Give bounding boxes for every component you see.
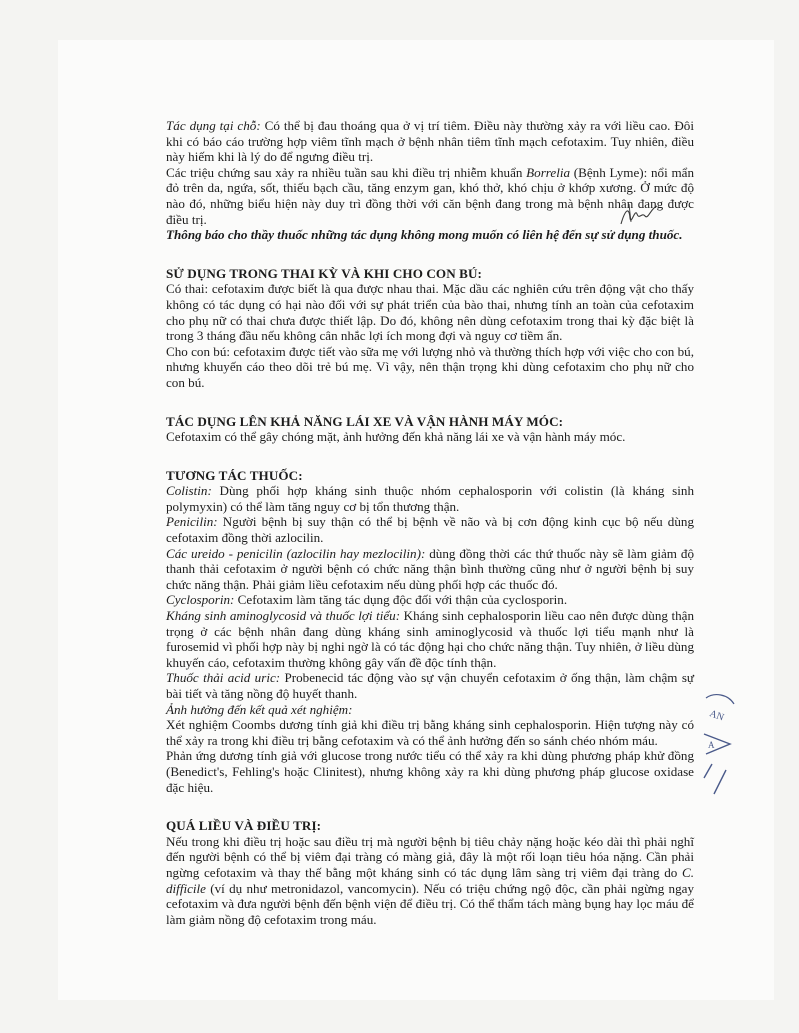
colistin-text: Dùng phối hợp kháng sinh thuộc nhóm cephalosporin với colistin (là kháng sinh polymyxin) có thể làm tăng nguy cơ bị tổn thương thận. [166, 483, 694, 514]
lab-glucose-text: Phản ứng dương tính giả với glucose trong nước tiểu có thể xảy ra khi dùng phương pháp khử đồng (Benedict's, Fehling's hoặc Clinitest), nhưng không xảy ra khi dùng phương pháp glucose oxidase đặc hiệu. [166, 748, 694, 795]
lyme-text-start: Các triệu chứng sau xảy ra nhiều tuần sau khi điều trị nhiễm khuẩn [166, 164, 527, 180]
pregnancy-heading: SỬ DỤNG TRONG THAI KỲ VÀ KHI CHO CON BÚ: [166, 265, 482, 281]
lyme-side-effects [166, 165, 694, 227]
ureido-label: Các ureido - penicilin (azlocilin hay mezlocilin): [166, 545, 426, 561]
local-side-effects [166, 118, 694, 165]
penicilin-label: Penicilin: [166, 514, 218, 530]
overdose-text [166, 834, 694, 928]
colistin-label: Colistin: [166, 483, 212, 499]
driving-text: Cefotaxim có thể gây chóng mặt, ảnh hưởng đến khả năng lái xe và vận hành máy móc. [166, 429, 626, 445]
interaction-colistin [166, 483, 694, 514]
svg-text:A: A [708, 740, 715, 750]
uric-label: Thuốc thải acid uric: [166, 670, 281, 686]
lab-coombs-text: Xét nghiệm Coombs dương tính giả khi điều trị bằng kháng sinh cephalosporin. Hiện tượng này có thể xảy ra trong khi điều trị bằng cefotaxim và có thể ảnh hưởng đến so sánh chéo nhóm máu. [166, 717, 694, 748]
local-side-effects-label: Tác dụng tại chỗ: [166, 118, 261, 133]
lab-effects-label: Ảnh hưởng đến kết quả xét nghiệm: [166, 701, 353, 717]
svg-text:AN: AN [707, 708, 726, 724]
lyme-text-end: (Bệnh Lyme): nổi mẩn đỏ trên da, ngứa, sốt, thiếu bạch cầu, tăng enzym gan, khó thở, khó chịu ở khớp xương. Ở mức độ nào đó, những biểu hiện này duy trì đồng thời với căn bệnh đang trong mà bệnh nhân đang được điều trị. [166, 164, 694, 227]
interaction-ureido [166, 546, 694, 593]
cyclosporin-label: Cyclosporin: [166, 592, 235, 608]
overdose-text-start: Nếu trong khi điều trị hoặc sau điều trị mà người bệnh bị tiêu chảy nặng hoặc kéo dài thì phải nghĩ đến người bệnh có thể bị viêm đại tràng có màng giả, đây là một rối loạn tiêu hóa nặng. Cần phải ngừng cefotaxim và thay thế bằng một kháng sinh có tác dụng lâm sàng trị viêm đại tràng do [166, 833, 694, 880]
penicilin-text: Người bệnh bị suy thận có thể bị bệnh về não và bị cơn động kinh cục bộ nếu dùng cefotaxim đồng thời azlocilin. [166, 514, 694, 546]
overdose-heading: QUÁ LIỀU VÀ ĐIỀU TRỊ: [166, 818, 322, 834]
pregnancy-text: Có thai: cefotaxim được biết là qua được nhau thai. Mặc dầu các nghiên cứu trên động vật cho thấy không có tác dụng có hại nào đối với sự phát triển của bào thai, nhưng tính an toàn của cefotaxim cho phụ nữ có thai chưa được thiết lập. Do đó, không nên dùng cefotaxim trong thai kỳ đặc biệt là trong 3 tháng đầu nếu không cân nhắc lợi ích mong đợi và nguy cơ tiềm ẩn. [166, 281, 694, 344]
cyclosporin-text: Cefotaxim làm tăng tác dụng độc đối với thận của cyclosporin. [234, 592, 568, 608]
interaction-uric [166, 670, 694, 701]
overdose-text-end: (ví dụ như metronidazol, vancomycin). Nếu có triệu chứng ngộ độc, cần phải ngừng ngay cefotaxim và đưa người bệnh đến bệnh viện để điều trị. Có thể thẩm tách màng bụng hay lọc máu để làm giảm nồng độ cefotaxim trong máu. [166, 880, 694, 927]
breastfeeding-text: Cho con bú: cefotaxim được tiết vào sữa mẹ với lượng nhỏ và thường thích hợp với việc cho con bú, nhưng khuyến cáo theo dõi trẻ bú mẹ. Vì vậy, nên thận trọng khi dùng cefotaxim cho phụ nữ cho con bú. [166, 343, 694, 390]
driving-heading: TÁC DỤNG LÊN KHẢ NĂNG LÁI XE VÀ VẬN HÀNH MÁY MÓC: [166, 413, 564, 429]
ureido-text: dùng đồng thời các thứ thuốc này sẽ làm giảm độ thanh thải cefotaxim ở người bệnh có chức năng thận bình thường cũng như ở người bệnh bị suy chức năng thận. Phải giảm liều cefotaxim nếu dùng phối hợp các thuốc đó. [166, 545, 694, 592]
local-side-effects-text: Có thể bị đau thoáng qua ở vị trí tiêm. Điều này thường xảy ra với liều cao. Đôi khi có báo cáo trường hợp viêm tĩnh mạch ở bệnh nhân tiêm tĩnh mạch cefotaxim. Tuy nhiên, điều này hiếm khi là lý do để ngưng điều trị. [166, 118, 694, 165]
overdose-italic-term: C. difficile [166, 864, 694, 896]
side-effects-notice: Thông báo cho thầy thuốc những tác dụng không mong muốn có liên hệ đến sự sử dụng thuốc. [166, 227, 683, 243]
interaction-cyclosporin [166, 592, 694, 608]
aminoglycosid-label: Kháng sinh aminoglycosid và thuốc lợi tiểu: [166, 608, 401, 624]
lyme-italic-term: Borrelia [526, 164, 571, 180]
uric-text: Probenecid tác động vào sự vận chuyển cefotaxim ở ống thận, làm chậm sự bài tiết và tăng nồng độ huyết thanh. [166, 670, 695, 701]
interactions-heading: TƯƠNG TÁC THUỐC: [166, 467, 303, 483]
aminoglycosid-text: Kháng sinh cephalosporin liều cao nên được dùng thận trọng ở các bệnh nhân đang dùng kháng sinh aminoglycosid và thuốc lợi tiểu mạnh như là furosemid vì phối hợp này bị nghi ngờ là có tác động hại cho chức năng thận. Tuy nhiên, ở liều dùng khuyến cáo, cefotaxim thường không gây vấn đề độc tính thận. [166, 608, 694, 670]
stamp-edge-marks [700, 690, 740, 800]
interaction-aminoglycosid [166, 608, 694, 670]
interaction-penicilin [166, 514, 694, 545]
document-body [166, 118, 694, 927]
